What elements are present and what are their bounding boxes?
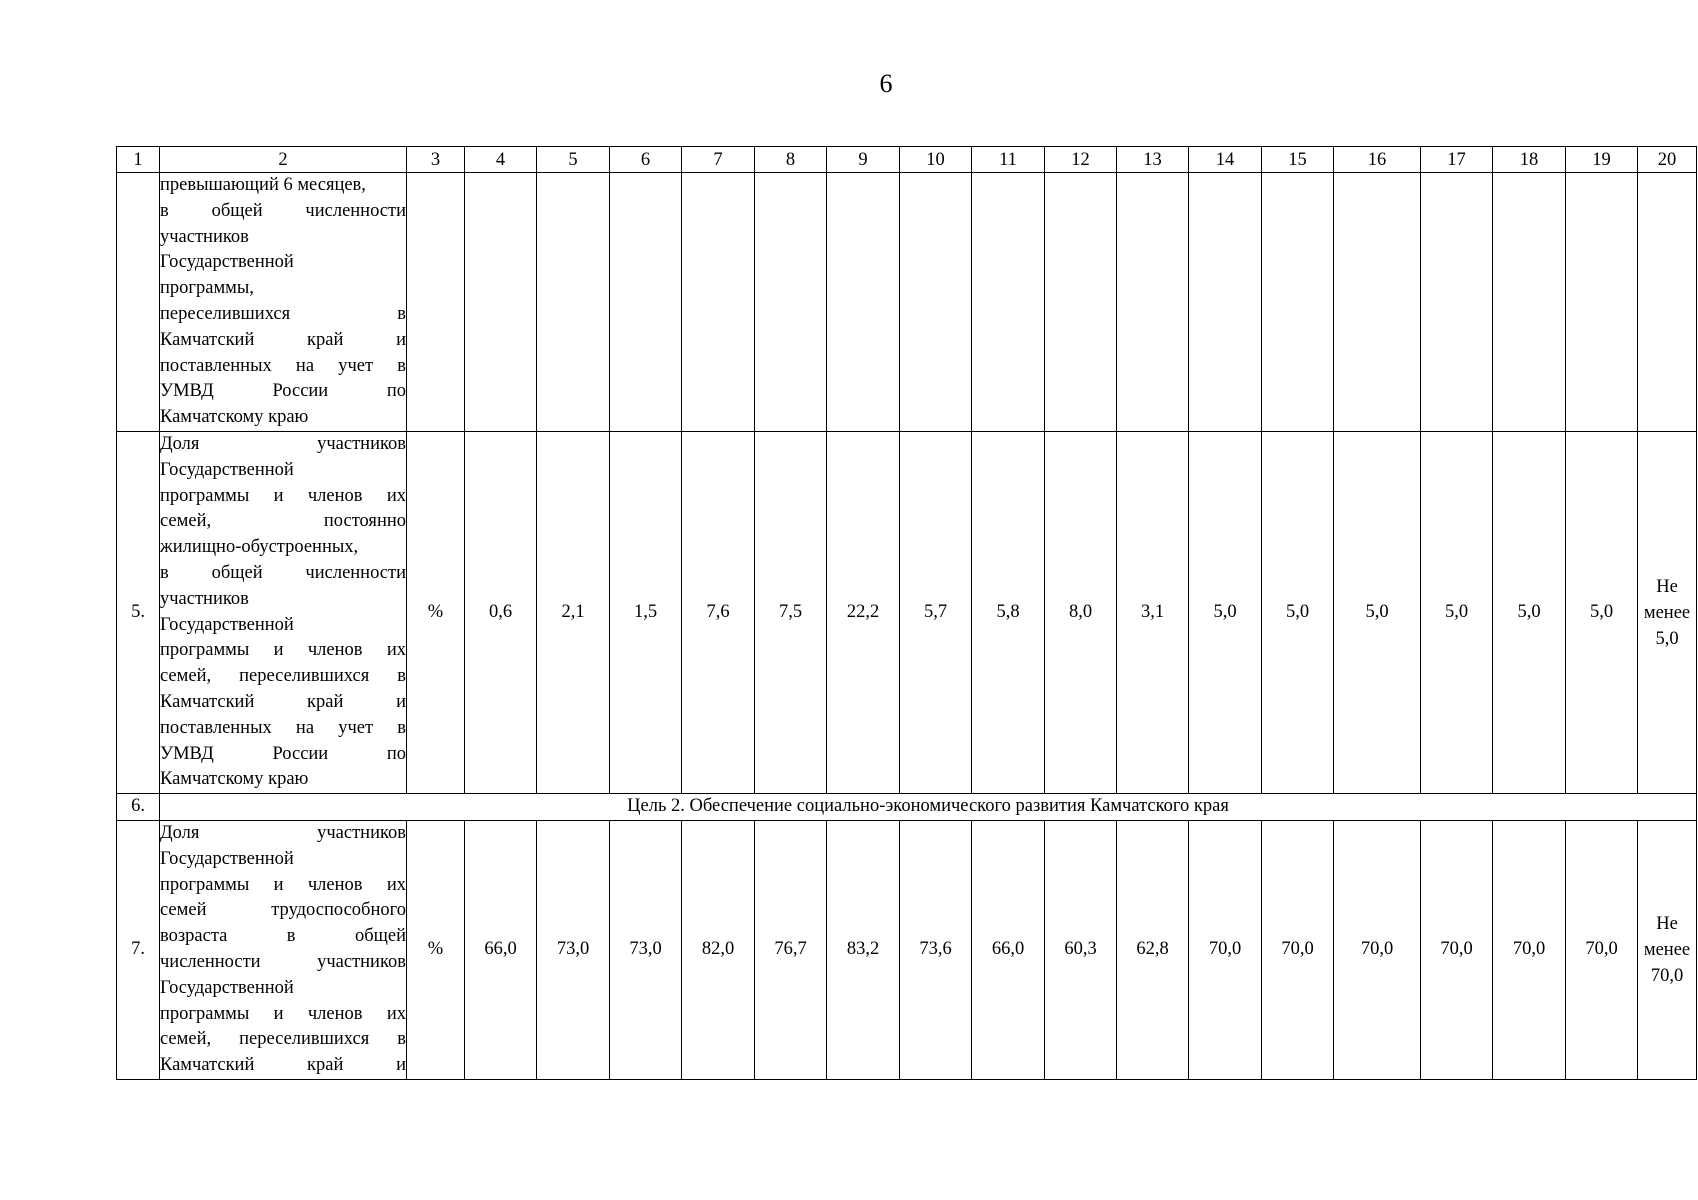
description-line: Камчатский край и: [160, 329, 406, 350]
description-line: семей, постоянно: [160, 511, 406, 532]
description-line: Доля участников: [160, 433, 406, 454]
description-line: семей, переселившихся в: [160, 1029, 406, 1050]
indicator-description: [160, 820, 407, 1079]
description-line: превышающий 6 месяцев,: [160, 175, 366, 195]
value-cell: 0,6: [465, 431, 537, 793]
column-header: 17: [1421, 147, 1493, 173]
value-cell: 5,0: [1334, 431, 1421, 793]
unit-cell: %: [407, 431, 465, 793]
row-number: [117, 173, 160, 432]
indicator-description: [160, 431, 407, 793]
value-cell: 62,8: [1117, 820, 1189, 1079]
target-line: Не: [1656, 576, 1678, 597]
table-cell: [465, 173, 537, 432]
description-line: Государственной: [160, 459, 294, 480]
value-cell: 73,6: [900, 820, 972, 1079]
column-header: 12: [1045, 147, 1117, 173]
column-header: 3: [407, 147, 465, 173]
column-header: 8: [755, 147, 827, 173]
table-cell: [1421, 173, 1493, 432]
value-cell: 82,0: [682, 820, 755, 1079]
value-cell: 1,5: [610, 431, 682, 793]
target-line: 70,0: [1650, 965, 1684, 986]
column-header: 18: [1493, 147, 1566, 173]
value-cell: 8,0: [1045, 431, 1117, 793]
table-cell: [1117, 173, 1189, 432]
value-cell: 5,0: [1262, 431, 1334, 793]
table-row: [117, 820, 1697, 1079]
target-line: менее: [1643, 602, 1691, 623]
description-line: программы и членов их: [160, 640, 406, 661]
column-header: 7: [682, 147, 755, 173]
row-number: 5.: [117, 431, 160, 793]
description-line: возраста в общей: [160, 926, 406, 947]
column-header: 11: [972, 147, 1045, 173]
value-cell: 5,0: [1493, 431, 1566, 793]
description-line: программы и членов их: [160, 485, 406, 506]
table-cell: [537, 173, 610, 432]
table-row: [117, 173, 1697, 432]
column-number-row: [117, 147, 1697, 173]
target-value-cell: [1638, 431, 1697, 793]
value-cell: 66,0: [972, 820, 1045, 1079]
table-cell: [972, 173, 1045, 432]
target-line: Не: [1656, 913, 1678, 934]
row-number: 7.: [117, 820, 160, 1079]
value-cell: 2,1: [537, 431, 610, 793]
value-cell: 3,1: [1117, 431, 1189, 793]
description-line: Государственной: [160, 977, 294, 998]
table-cell: [827, 173, 900, 432]
value-cell: 5,0: [1421, 431, 1493, 793]
table-cell: [610, 173, 682, 432]
description-line: Камчатский край и: [160, 1055, 406, 1076]
value-cell: 70,0: [1566, 820, 1638, 1079]
column-header: 15: [1262, 147, 1334, 173]
table-cell: [407, 173, 465, 432]
column-header: 13: [1117, 147, 1189, 173]
table-cell: [900, 173, 972, 432]
table-cell: [1638, 173, 1697, 432]
description-line: Государственной: [160, 848, 294, 869]
value-cell: 70,0: [1262, 820, 1334, 1079]
value-cell: 70,0: [1421, 820, 1493, 1079]
value-cell: 73,0: [610, 820, 682, 1079]
target-line: менее: [1643, 939, 1691, 960]
description-line: Камчатскому краю: [160, 407, 309, 428]
description-line: УМВД России по: [160, 381, 406, 402]
value-cell: 22,2: [827, 431, 900, 793]
value-cell: 70,0: [1189, 820, 1262, 1079]
description-line: семей трудоспособного: [160, 900, 406, 921]
description-line: Камчатскому краю: [160, 769, 309, 790]
column-header: 19: [1566, 147, 1638, 173]
description-line: в общей численности: [160, 200, 406, 221]
value-cell: 5,7: [900, 431, 972, 793]
column-header: 2: [160, 147, 407, 173]
column-header: 20: [1638, 147, 1697, 173]
description-line: в общей численности: [160, 562, 406, 583]
table-cell: [1493, 173, 1566, 432]
column-header: 16: [1334, 147, 1421, 173]
target-line: 5,0: [1655, 628, 1679, 649]
goal-heading: Цель 2. Обеспечение социально-экономического развития Камчатского края: [160, 794, 1697, 821]
description-line: поставленных на учет в: [160, 355, 406, 376]
unit-cell: %: [407, 820, 465, 1079]
description-line: переселившихся в: [160, 303, 406, 324]
column-header: 14: [1189, 147, 1262, 173]
target-value-cell: [1638, 820, 1697, 1079]
indicators-table: [116, 146, 1697, 1080]
value-cell: 76,7: [755, 820, 827, 1079]
table-row: [117, 431, 1697, 793]
description-line: УМВД России по: [160, 743, 406, 764]
column-header: 4: [465, 147, 537, 173]
value-cell: 66,0: [465, 820, 537, 1079]
value-cell: 5,0: [1189, 431, 1262, 793]
column-header: 6: [610, 147, 682, 173]
value-cell: 7,6: [682, 431, 755, 793]
value-cell: 73,0: [537, 820, 610, 1079]
description-line: участников: [160, 226, 249, 247]
table-cell: [1566, 173, 1638, 432]
description-line: Доля участников: [160, 822, 406, 843]
table-cell: [1045, 173, 1117, 432]
description-line: Камчатский край и: [160, 691, 406, 712]
description-line: программы и членов их: [160, 874, 406, 895]
description-line: Государственной: [160, 252, 294, 273]
table-cell: [1334, 173, 1421, 432]
value-cell: 5,0: [1566, 431, 1638, 793]
value-cell: 60,3: [1045, 820, 1117, 1079]
table-cell: [755, 173, 827, 432]
description-line: жилищно-обустроенных,: [160, 537, 359, 558]
value-cell: 70,0: [1493, 820, 1566, 1079]
table-cell: [682, 173, 755, 432]
column-header: 10: [900, 147, 972, 173]
description-line: численности участников: [160, 951, 406, 972]
description-line: программы,: [160, 278, 254, 299]
value-cell: 70,0: [1334, 820, 1421, 1079]
table-cell: [1262, 173, 1334, 432]
value-cell: 5,8: [972, 431, 1045, 793]
value-cell: 83,2: [827, 820, 900, 1079]
description-line: участников: [160, 588, 249, 609]
row-number: 6.: [117, 794, 160, 821]
column-header: 9: [827, 147, 900, 173]
description-line: семей, переселившихся в: [160, 666, 406, 687]
value-cell: 7,5: [755, 431, 827, 793]
column-header: 1: [117, 147, 160, 173]
description-line: Государственной: [160, 614, 294, 635]
page-number: 6: [879, 69, 893, 98]
column-header: 5: [537, 147, 610, 173]
description-line: программы и членов их: [160, 1003, 406, 1024]
table-cell: [1189, 173, 1262, 432]
indicator-description: [160, 173, 407, 432]
table-row: [117, 794, 1697, 821]
description-line: поставленных на учет в: [160, 717, 406, 738]
